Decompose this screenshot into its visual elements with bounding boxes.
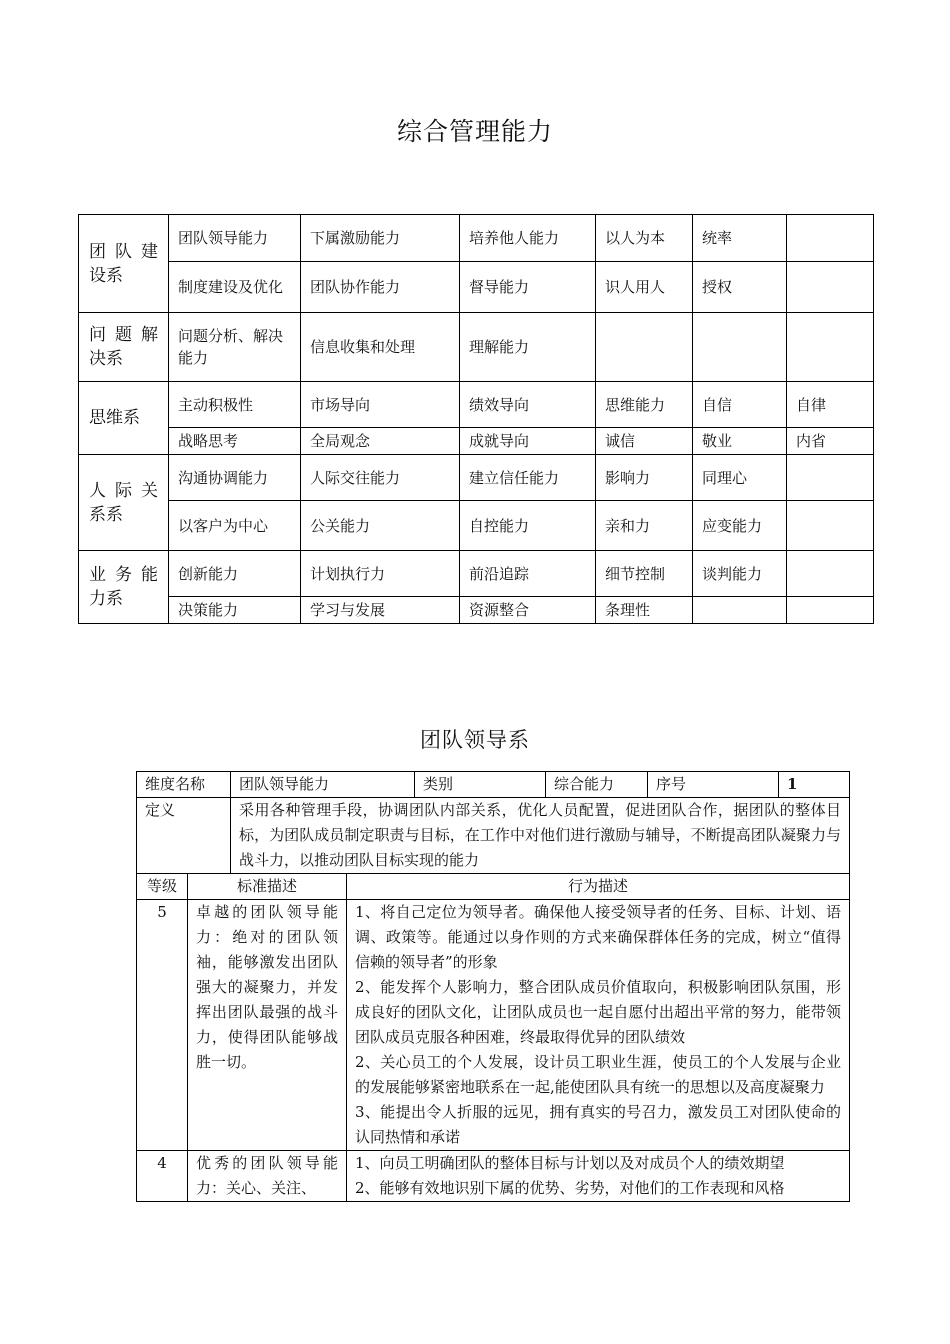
overview-row bbox=[79, 501, 874, 551]
overview-row bbox=[79, 215, 874, 262]
ability-cell bbox=[787, 551, 874, 597]
overview-row bbox=[79, 262, 874, 313]
ability-cell: 督导能力 bbox=[460, 262, 596, 313]
ability-cell: 自控能力 bbox=[460, 501, 596, 551]
ability-cell: 亲和力 bbox=[596, 501, 693, 551]
overview-row bbox=[79, 428, 874, 455]
overview-row bbox=[79, 313, 874, 382]
overview-row bbox=[79, 382, 874, 428]
definition-row bbox=[137, 798, 850, 874]
category-cell: 问 题 解 决系 bbox=[79, 313, 169, 382]
ability-cell: 以人为本 bbox=[596, 215, 693, 262]
ability-cell: 公关能力 bbox=[301, 501, 460, 551]
ability-cell: 培养他人能力 bbox=[460, 215, 596, 262]
overview-row bbox=[79, 551, 874, 597]
ability-cell bbox=[787, 262, 874, 313]
ability-cell: 统率 bbox=[693, 215, 787, 262]
overview-row bbox=[79, 455, 874, 501]
overview-row bbox=[79, 597, 874, 624]
ability-cell bbox=[693, 313, 787, 382]
ability-cell bbox=[596, 313, 693, 382]
name-value: 团队领导能力 bbox=[231, 772, 415, 798]
detail-table bbox=[136, 771, 850, 1202]
behavior-item: 2、能发挥个人影响力，整合团队成员价值取向，积极影响团队氛围，形成良好的团队文化，让团队成员也一起自愿付出超出平常的努力，能带领团队成员克服各种困难，终最取得优异的团队绩效 bbox=[355, 978, 842, 1046]
behavior-item: 3、能提出令人折服的远见，拥有真实的号召力，激发员工对团队使命的认同热情和承诺 bbox=[355, 1103, 842, 1146]
ability-cell: 谈判能力 bbox=[693, 551, 787, 597]
ability-cell bbox=[787, 313, 874, 382]
level-behaviors bbox=[347, 900, 850, 1151]
ability-cell: 全局观念 bbox=[301, 428, 460, 455]
ability-cell: 成就导向 bbox=[460, 428, 596, 455]
ability-cell bbox=[787, 501, 874, 551]
ability-cell: 应变能力 bbox=[693, 501, 787, 551]
category-cell: 业 务 能 力系 bbox=[79, 551, 169, 624]
level-number: 4 bbox=[137, 1151, 188, 1202]
behavior-item: 2、关心员工的个人发展，设计员工职业生涯，使员工的个人发展与企业的发展能够紧密地联系在一起,能使团队具有统一的思想以及高度凝聚力 bbox=[355, 1053, 842, 1096]
seq-label: 序号 bbox=[648, 772, 779, 798]
definition-text: 采用各种管理手段，协调团队内部关系，优化人员配置，促进团队合作，据团队的整体目标，为团队成员制定职责与目标，在工作中对他们进行激励与辅导，不断提高团队凝聚力与战斗力，以推动团队目标实现的能力 bbox=[231, 798, 850, 874]
seq-value: 1 bbox=[779, 772, 850, 798]
ability-cell: 学习与发展 bbox=[301, 597, 460, 624]
ability-cell bbox=[787, 215, 874, 262]
category-cell: 团 队 建 设系 bbox=[79, 215, 169, 313]
ability-cell: 内省 bbox=[787, 428, 874, 455]
ability-cell: 市场导向 bbox=[301, 382, 460, 428]
level-row bbox=[137, 1151, 850, 1202]
ability-cell: 问题分析、解决能力 bbox=[169, 313, 301, 382]
ability-cell: 团队领导能力 bbox=[169, 215, 301, 262]
ability-cell: 同理心 bbox=[693, 455, 787, 501]
level-number: 5 bbox=[137, 900, 188, 1151]
ability-cell bbox=[787, 597, 874, 624]
page-title: 综合管理能力 bbox=[396, 117, 553, 146]
ability-cell: 思维能力 bbox=[596, 382, 693, 428]
ability-cell: 信息收集和处理 bbox=[301, 313, 460, 382]
ability-cell: 自信 bbox=[693, 382, 787, 428]
level-standard: 优秀的团队领导能力：关心、关注、 bbox=[188, 1151, 347, 1202]
ability-cell: 决策能力 bbox=[169, 597, 301, 624]
ability-cell bbox=[693, 597, 787, 624]
ability-cell: 团队协作能力 bbox=[301, 262, 460, 313]
ability-cell: 影响力 bbox=[596, 455, 693, 501]
ability-cell: 细节控制 bbox=[596, 551, 693, 597]
behavior-column-header: 行为描述 bbox=[347, 874, 850, 900]
standard-column-header: 标准描述 bbox=[188, 874, 347, 900]
level-standard: 卓越的团队领导能力：绝对的团队领袖，能够激发出团队强大的凝聚力，并发挥出团队最强的战斗力，使得团队能够战胜一切。 bbox=[188, 900, 347, 1151]
level-row bbox=[137, 900, 850, 1151]
ability-cell: 以客户为中心 bbox=[169, 501, 301, 551]
ability-cell: 人际交往能力 bbox=[301, 455, 460, 501]
ability-cell: 战略思考 bbox=[169, 428, 301, 455]
level-column-header: 等级 bbox=[137, 874, 188, 900]
ability-cell: 前沿追踪 bbox=[460, 551, 596, 597]
type-label: 类别 bbox=[415, 772, 546, 798]
ability-cell: 创新能力 bbox=[169, 551, 301, 597]
category-cell: 人 际 关 系系 bbox=[79, 455, 169, 551]
name-label: 维度名称 bbox=[137, 772, 231, 798]
columns-row bbox=[137, 874, 850, 900]
ability-cell: 主动积极性 bbox=[169, 382, 301, 428]
ability-cell: 敬业 bbox=[693, 428, 787, 455]
ability-cell: 计划执行力 bbox=[301, 551, 460, 597]
behavior-item: 1、向员工明确团队的整体目标与计划以及对成员个人的绩效期望 bbox=[355, 1154, 785, 1172]
ability-cell: 条理性 bbox=[596, 597, 693, 624]
behavior-item: 2、能够有效地识别下属的优势、劣势，对他们的工作表现和风格 bbox=[355, 1179, 785, 1197]
category-cell: 思维系 bbox=[79, 382, 169, 455]
overview-table bbox=[78, 214, 874, 624]
ability-cell bbox=[787, 455, 874, 501]
level-behaviors bbox=[347, 1151, 850, 1202]
header-row bbox=[137, 772, 850, 798]
type-value: 综合能力 bbox=[546, 772, 648, 798]
ability-cell: 绩效导向 bbox=[460, 382, 596, 428]
section-title: 团队领导系 bbox=[420, 728, 530, 752]
ability-cell: 制度建设及优化 bbox=[169, 262, 301, 313]
definition-label: 定义 bbox=[137, 798, 231, 874]
ability-cell: 建立信任能力 bbox=[460, 455, 596, 501]
ability-cell: 资源整合 bbox=[460, 597, 596, 624]
ability-cell: 下属激励能力 bbox=[301, 215, 460, 262]
ability-cell: 诚信 bbox=[596, 428, 693, 455]
ability-cell: 识人用人 bbox=[596, 262, 693, 313]
ability-cell: 理解能力 bbox=[460, 313, 596, 382]
ability-cell: 自律 bbox=[787, 382, 874, 428]
ability-cell: 授权 bbox=[693, 262, 787, 313]
ability-cell: 沟通协调能力 bbox=[169, 455, 301, 501]
behavior-item: 1、将自己定位为领导者。确保他人接受领导者的任务、目标、计划、语调、政策等。能通过以身作则的方式来确保群体任务的完成，树立“值得信赖的领导者”的形象 bbox=[355, 903, 842, 971]
